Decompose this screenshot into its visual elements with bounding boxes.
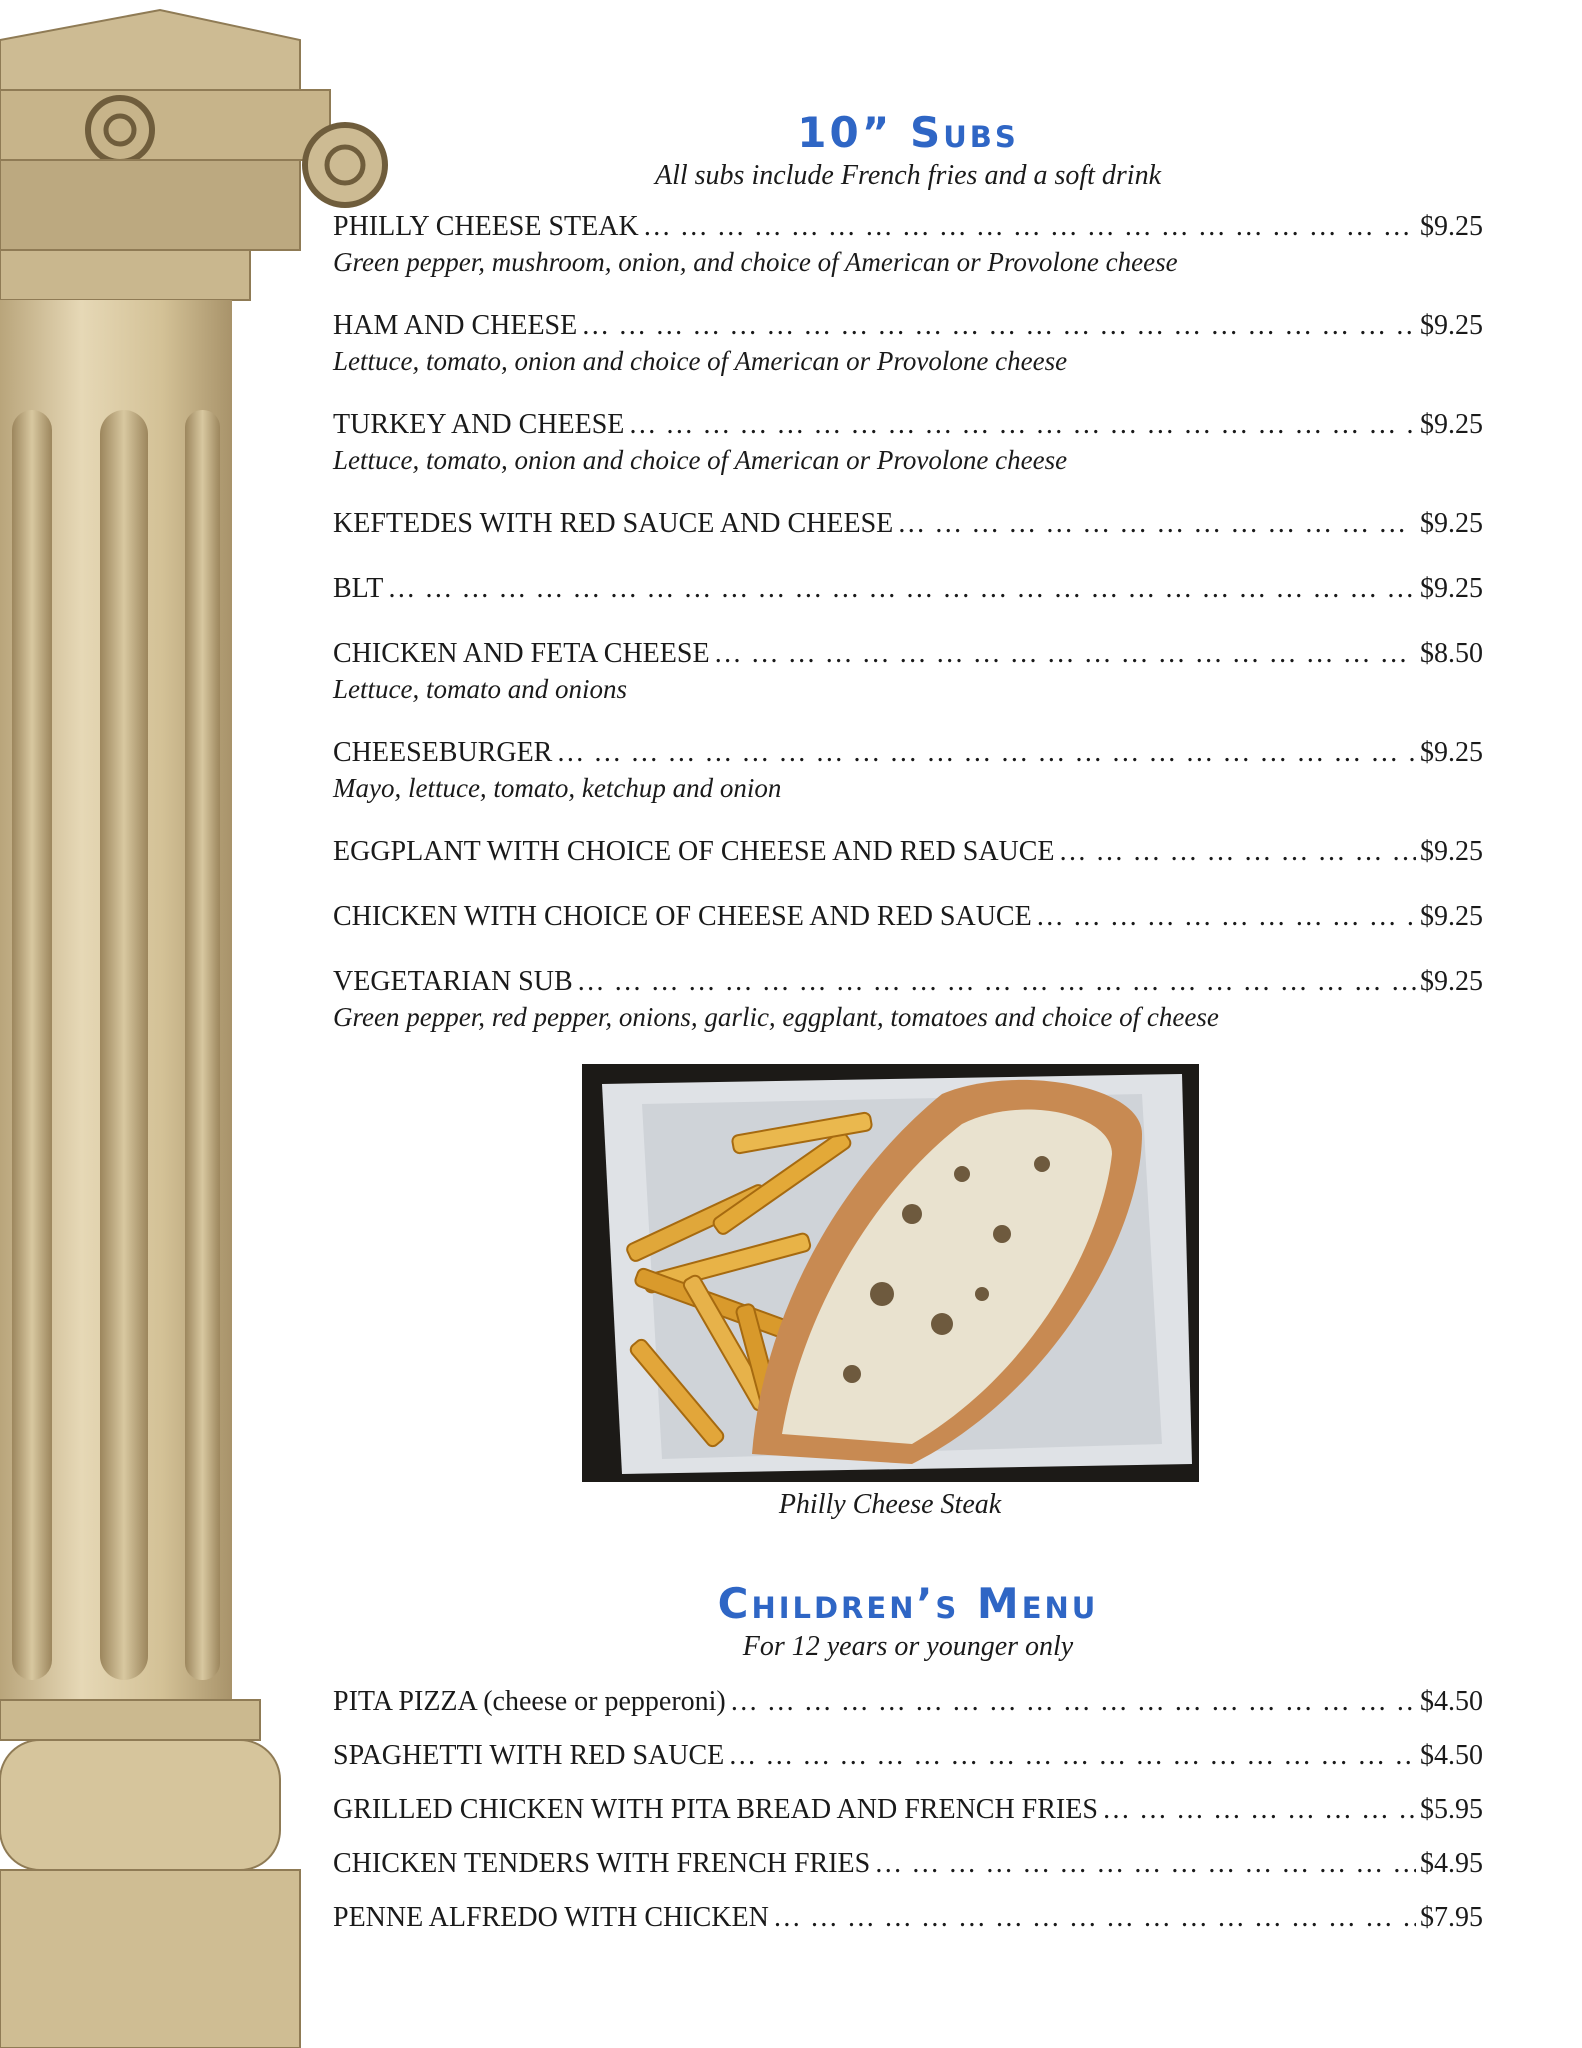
menu-item-price: $9.25 (1420, 211, 1483, 243)
menu-item-name: HAM AND CHEESE (333, 310, 578, 342)
dot-leader (556, 736, 1416, 770)
menu-item-name: GRILLED CHICKEN WITH PITA BREAD AND FRENCH FRIES (333, 1794, 1098, 1826)
menu-item-row (333, 507, 1483, 541)
subs-subtitle: All subs include French fries and a soft drink (654, 160, 1162, 192)
menu-item (333, 1793, 1483, 1827)
menu-item-price: $9.25 (1420, 836, 1483, 868)
dot-leader (897, 507, 1416, 541)
menu-item (333, 1685, 1483, 1719)
menu-item-row (333, 835, 1483, 869)
menu-item-price: $4.50 (1420, 1686, 1483, 1718)
dot-leader (874, 1847, 1416, 1881)
childrens-menu-title: Children’s Menu (717, 1579, 1099, 1629)
menu-item-description: Lettuce, tomato and onions (333, 674, 627, 705)
menu-item (333, 1847, 1483, 1881)
menu-item-description: Green pepper, red pepper, onions, garlic, eggplant, tomatoes and choice of cheese (333, 1002, 1219, 1033)
menu-item (333, 965, 1483, 1035)
dot-leader (730, 1685, 1416, 1719)
menu-item (333, 309, 1483, 379)
subs-item-list (333, 210, 1483, 1035)
menu-item-price: $4.95 (1420, 1848, 1483, 1880)
menu-item-row (333, 1901, 1483, 1935)
menu-item-row (333, 572, 1483, 606)
menu-item-description: Mayo, lettuce, tomato, ketchup and onion (333, 773, 782, 804)
menu-item-price: $9.25 (1420, 508, 1483, 540)
menu-item-name: CHICKEN AND FETA CHEESE (333, 638, 710, 670)
dot-leader (577, 965, 1416, 999)
dot-leader (581, 309, 1416, 343)
menu-item-row (333, 1685, 1483, 1719)
dot-leader (643, 210, 1416, 244)
menu-item-description: Lettuce, tomato, onion and choice of American or Provolone cheese (333, 346, 1068, 377)
menu-item-name: BLT (333, 573, 384, 605)
photo-block (333, 1064, 1483, 1521)
menu-item (333, 507, 1483, 541)
menu-item-price: $9.25 (1420, 966, 1483, 998)
dot-leader (387, 572, 1416, 606)
menu-item-name: CHICKEN TENDERS WITH FRENCH FRIES (333, 1848, 871, 1880)
dot-leader (1036, 900, 1416, 934)
menu-content (333, 110, 1483, 1955)
menu-item-price: $7.95 (1420, 1902, 1483, 1934)
dot-leader (1059, 835, 1416, 869)
menu-item-name: PHILLY CHEESE STEAK (333, 211, 639, 243)
dot-leader (773, 1901, 1416, 1935)
menu-item-row (333, 210, 1483, 244)
menu-item-row (333, 900, 1483, 934)
childrens-menu-subtitle: For 12 years or younger only (742, 1631, 1074, 1663)
menu-item-price: $9.25 (1420, 573, 1483, 605)
menu-item-row (333, 408, 1483, 442)
menu-item-price: $9.25 (1420, 737, 1483, 769)
menu-item-description: Green pepper, mushroom, onion, and choice of American or Provolone cheese (333, 247, 1178, 278)
menu-item-name: EGGPLANT WITH CHOICE OF CHEESE AND RED SAUCE (333, 836, 1055, 868)
menu-item (333, 1901, 1483, 1935)
menu-item-price: $8.50 (1420, 638, 1483, 670)
menu-item-row (333, 637, 1483, 671)
subs-title: 10” Subs (797, 108, 1019, 157)
menu-item-name: PENNE ALFREDO WITH CHICKEN (333, 1902, 769, 1934)
menu-item-price: $9.25 (1420, 310, 1483, 342)
menu-item (333, 900, 1483, 934)
menu-item (333, 408, 1483, 478)
dot-leader (728, 1739, 1416, 1773)
menu-item-name: SPAGHETTI WITH RED SAUCE (333, 1740, 725, 1772)
menu-item-name: PITA PIZZA (cheese or pepperoni) (333, 1686, 726, 1718)
menu-item-row (333, 309, 1483, 343)
menu-item (333, 637, 1483, 707)
menu-item-row (333, 1847, 1483, 1881)
subs-section (333, 110, 1483, 1035)
menu-item (333, 736, 1483, 806)
menu-item-name: CHEESEBURGER (333, 737, 553, 769)
menu-item (333, 835, 1483, 869)
dot-leader (628, 408, 1416, 442)
menu-item-description: Lettuce, tomato, onion and choice of American or Provolone cheese (333, 445, 1068, 476)
menu-item-row (333, 1793, 1483, 1827)
menu-item-row (333, 965, 1483, 999)
menu-item-name: TURKEY AND CHEESE (333, 409, 625, 441)
menu-item-row (333, 1739, 1483, 1773)
menu-item-price: $4.50 (1420, 1740, 1483, 1772)
menu-item-row (333, 736, 1483, 770)
menu-item (333, 1739, 1483, 1773)
menu-item-price: $9.25 (1420, 409, 1483, 441)
dot-leader (1102, 1793, 1416, 1827)
childrens-item-list (333, 1685, 1483, 1935)
menu-item-name: KEFTEDES WITH RED SAUCE AND CHEESE (333, 508, 894, 540)
menu-item (333, 572, 1483, 606)
photo-caption: Philly Cheese Steak (778, 1489, 1002, 1521)
menu-item-name: CHICKEN WITH CHOICE OF CHEESE AND RED SAUCE (333, 901, 1032, 933)
childrens-menu-section (333, 1581, 1483, 1935)
menu-item (333, 210, 1483, 280)
dot-leader (714, 637, 1416, 671)
menu-item-price: $9.25 (1420, 901, 1483, 933)
menu-item-name: VEGETARIAN SUB (333, 966, 573, 998)
philly-cheese-steak-photo (582, 1064, 1199, 1482)
menu-item-price: $5.95 (1420, 1794, 1483, 1826)
